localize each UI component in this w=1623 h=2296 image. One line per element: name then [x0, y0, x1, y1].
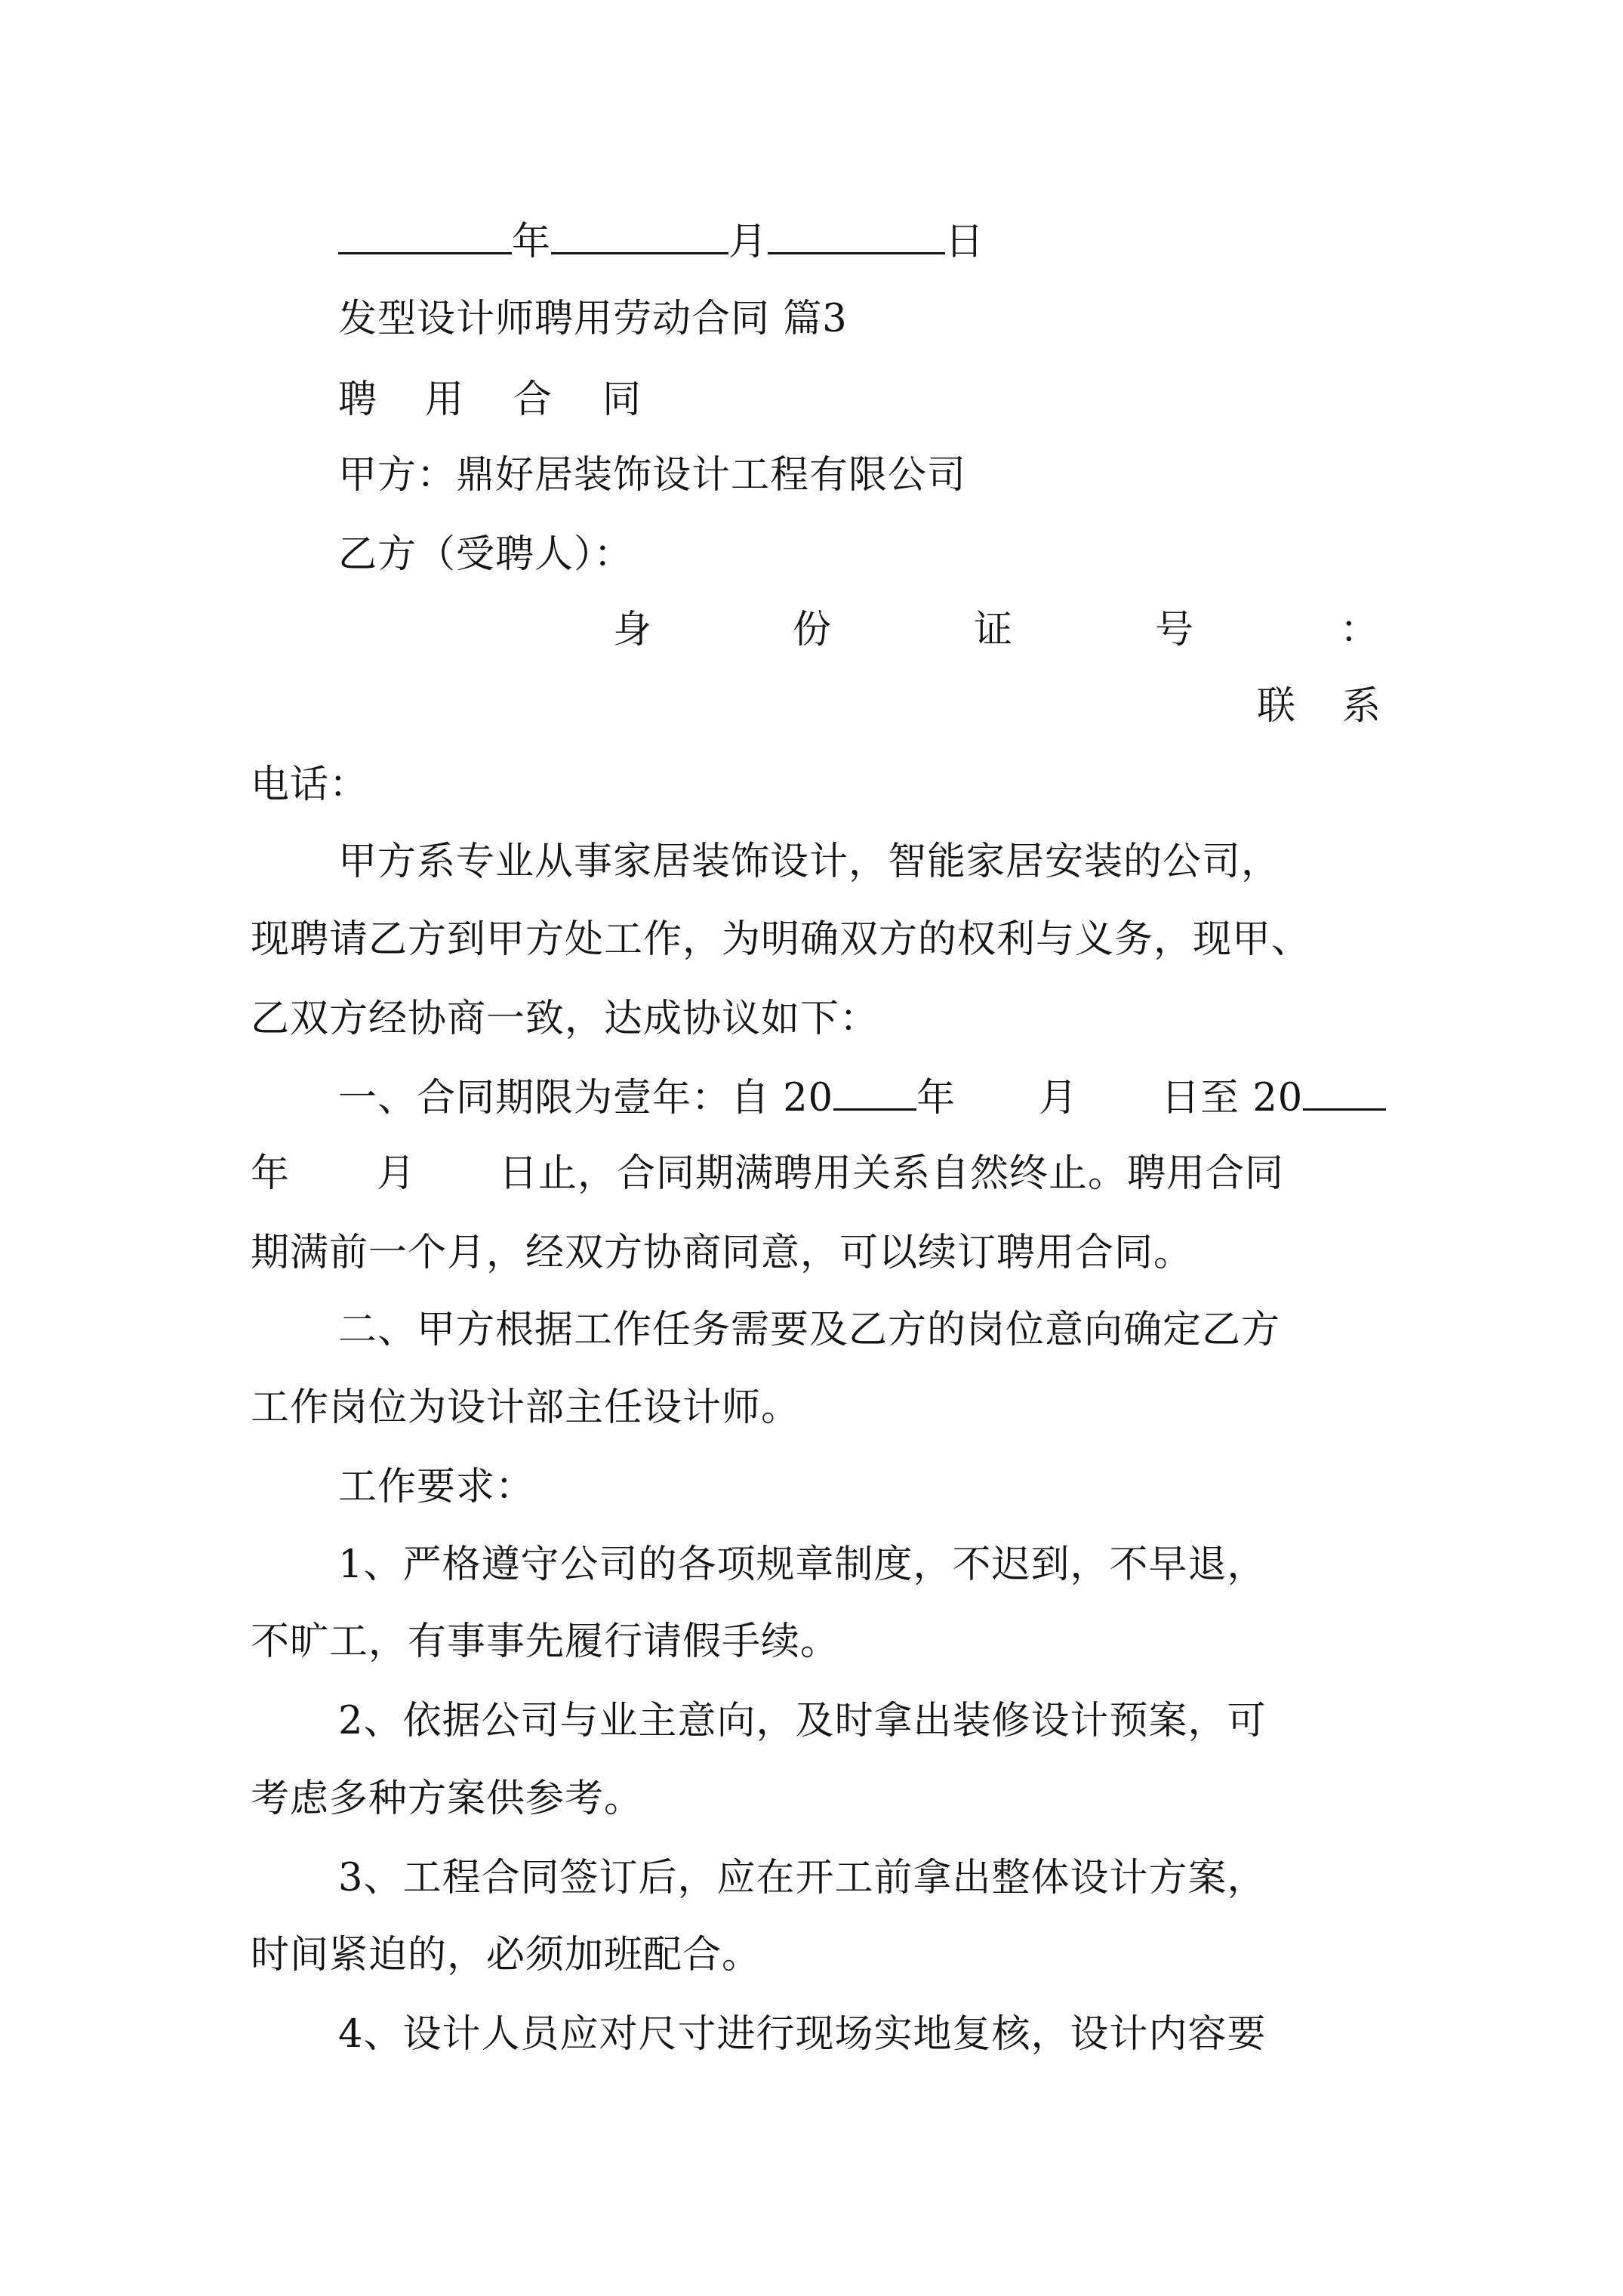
requirement-line: 不旷工，有事事先履行请假手续。 — [251, 1620, 840, 1664]
month-blank — [551, 217, 728, 254]
document-title: 发型设计师聘用劳动合同 篇3 — [338, 297, 848, 341]
requirement-line: 2、依据公司与业主意向，及时拿出装修设计预案，可 — [338, 1699, 1267, 1743]
subtitle-char: 合 — [513, 378, 553, 422]
day-label: 日 — [945, 220, 985, 264]
intro-line: 甲方系专业从事家居装饰设计，智能家居安装的公司， — [338, 840, 1281, 884]
clause1-text: 年 — [916, 1076, 956, 1120]
intro-line: 现聘请乙方到甲方处工作，为明确双方的权利与义务，现甲、 — [251, 917, 1311, 962]
clause1-line — [251, 1151, 1383, 1197]
phone-label: 电话： — [251, 763, 369, 807]
month-label: 月 — [728, 220, 768, 264]
clause1-text: 日止，合同期满聘用关系自然终止。聘用合同 — [499, 1151, 1285, 1196]
subtitle-char: 聘 — [338, 378, 377, 422]
year-label: 年 — [512, 220, 552, 264]
id-char: 号 — [1155, 608, 1194, 652]
clause2-line: 二、甲方根据工作任务需要及乙方的岗位意向确定乙方 — [338, 1308, 1281, 1352]
clause1-line — [338, 1074, 1471, 1121]
year-blank — [338, 217, 512, 254]
party-b: 乙方（受聘人）： — [338, 532, 633, 577]
party-a: 甲方：鼎好居装饰设计工程有限公司 — [338, 453, 967, 498]
day-blank — [768, 217, 945, 254]
clause1-text: 月 — [1039, 1076, 1079, 1120]
clause1-text: 月 — [377, 1151, 417, 1196]
year-blank — [833, 1074, 916, 1111]
contact-char: 联 — [1257, 684, 1296, 729]
intro-line: 乙双方经协商一致，达成协议如下： — [251, 997, 879, 1041]
work-requirements-heading: 工作要求： — [338, 1465, 535, 1509]
clause2-line: 工作岗位为设计部主任设计师。 — [251, 1385, 801, 1430]
requirement-line: 4、设计人员应对尺寸进行现场实地复核，设计内容要 — [338, 2012, 1267, 2057]
id-char: 份 — [793, 608, 832, 652]
date-line — [338, 217, 1471, 265]
clause1-text: 日至 20 — [1161, 1076, 1304, 1120]
subtitle-char: 用 — [425, 378, 464, 422]
id-char: 证 — [974, 608, 1013, 652]
clause1-line: 期满前一个月，经双方协商同意，可以续订聘用合同。 — [251, 1231, 1193, 1275]
subtitle-char: 同 — [602, 378, 642, 422]
clause1-text: 一、合同期限为壹年：自 20 — [338, 1076, 834, 1120]
requirement-line: 考虑多种方案供参考。 — [251, 1777, 644, 1821]
year-blank — [1303, 1074, 1386, 1111]
requirement-line: 3、工程合同签订后，应在开工前拿出整体设计方案， — [338, 1856, 1267, 1900]
id-char: 身 — [613, 608, 652, 652]
id-char: ： — [1340, 608, 1379, 652]
contact-char: 系 — [1342, 684, 1381, 729]
requirement-line: 时间紧迫的，必须加班配合。 — [251, 1933, 762, 1977]
requirement-line: 1、严格遵守公司的各项规章制度，不迟到，不早退， — [338, 1542, 1267, 1587]
clause1-text: 年 — [251, 1151, 291, 1196]
